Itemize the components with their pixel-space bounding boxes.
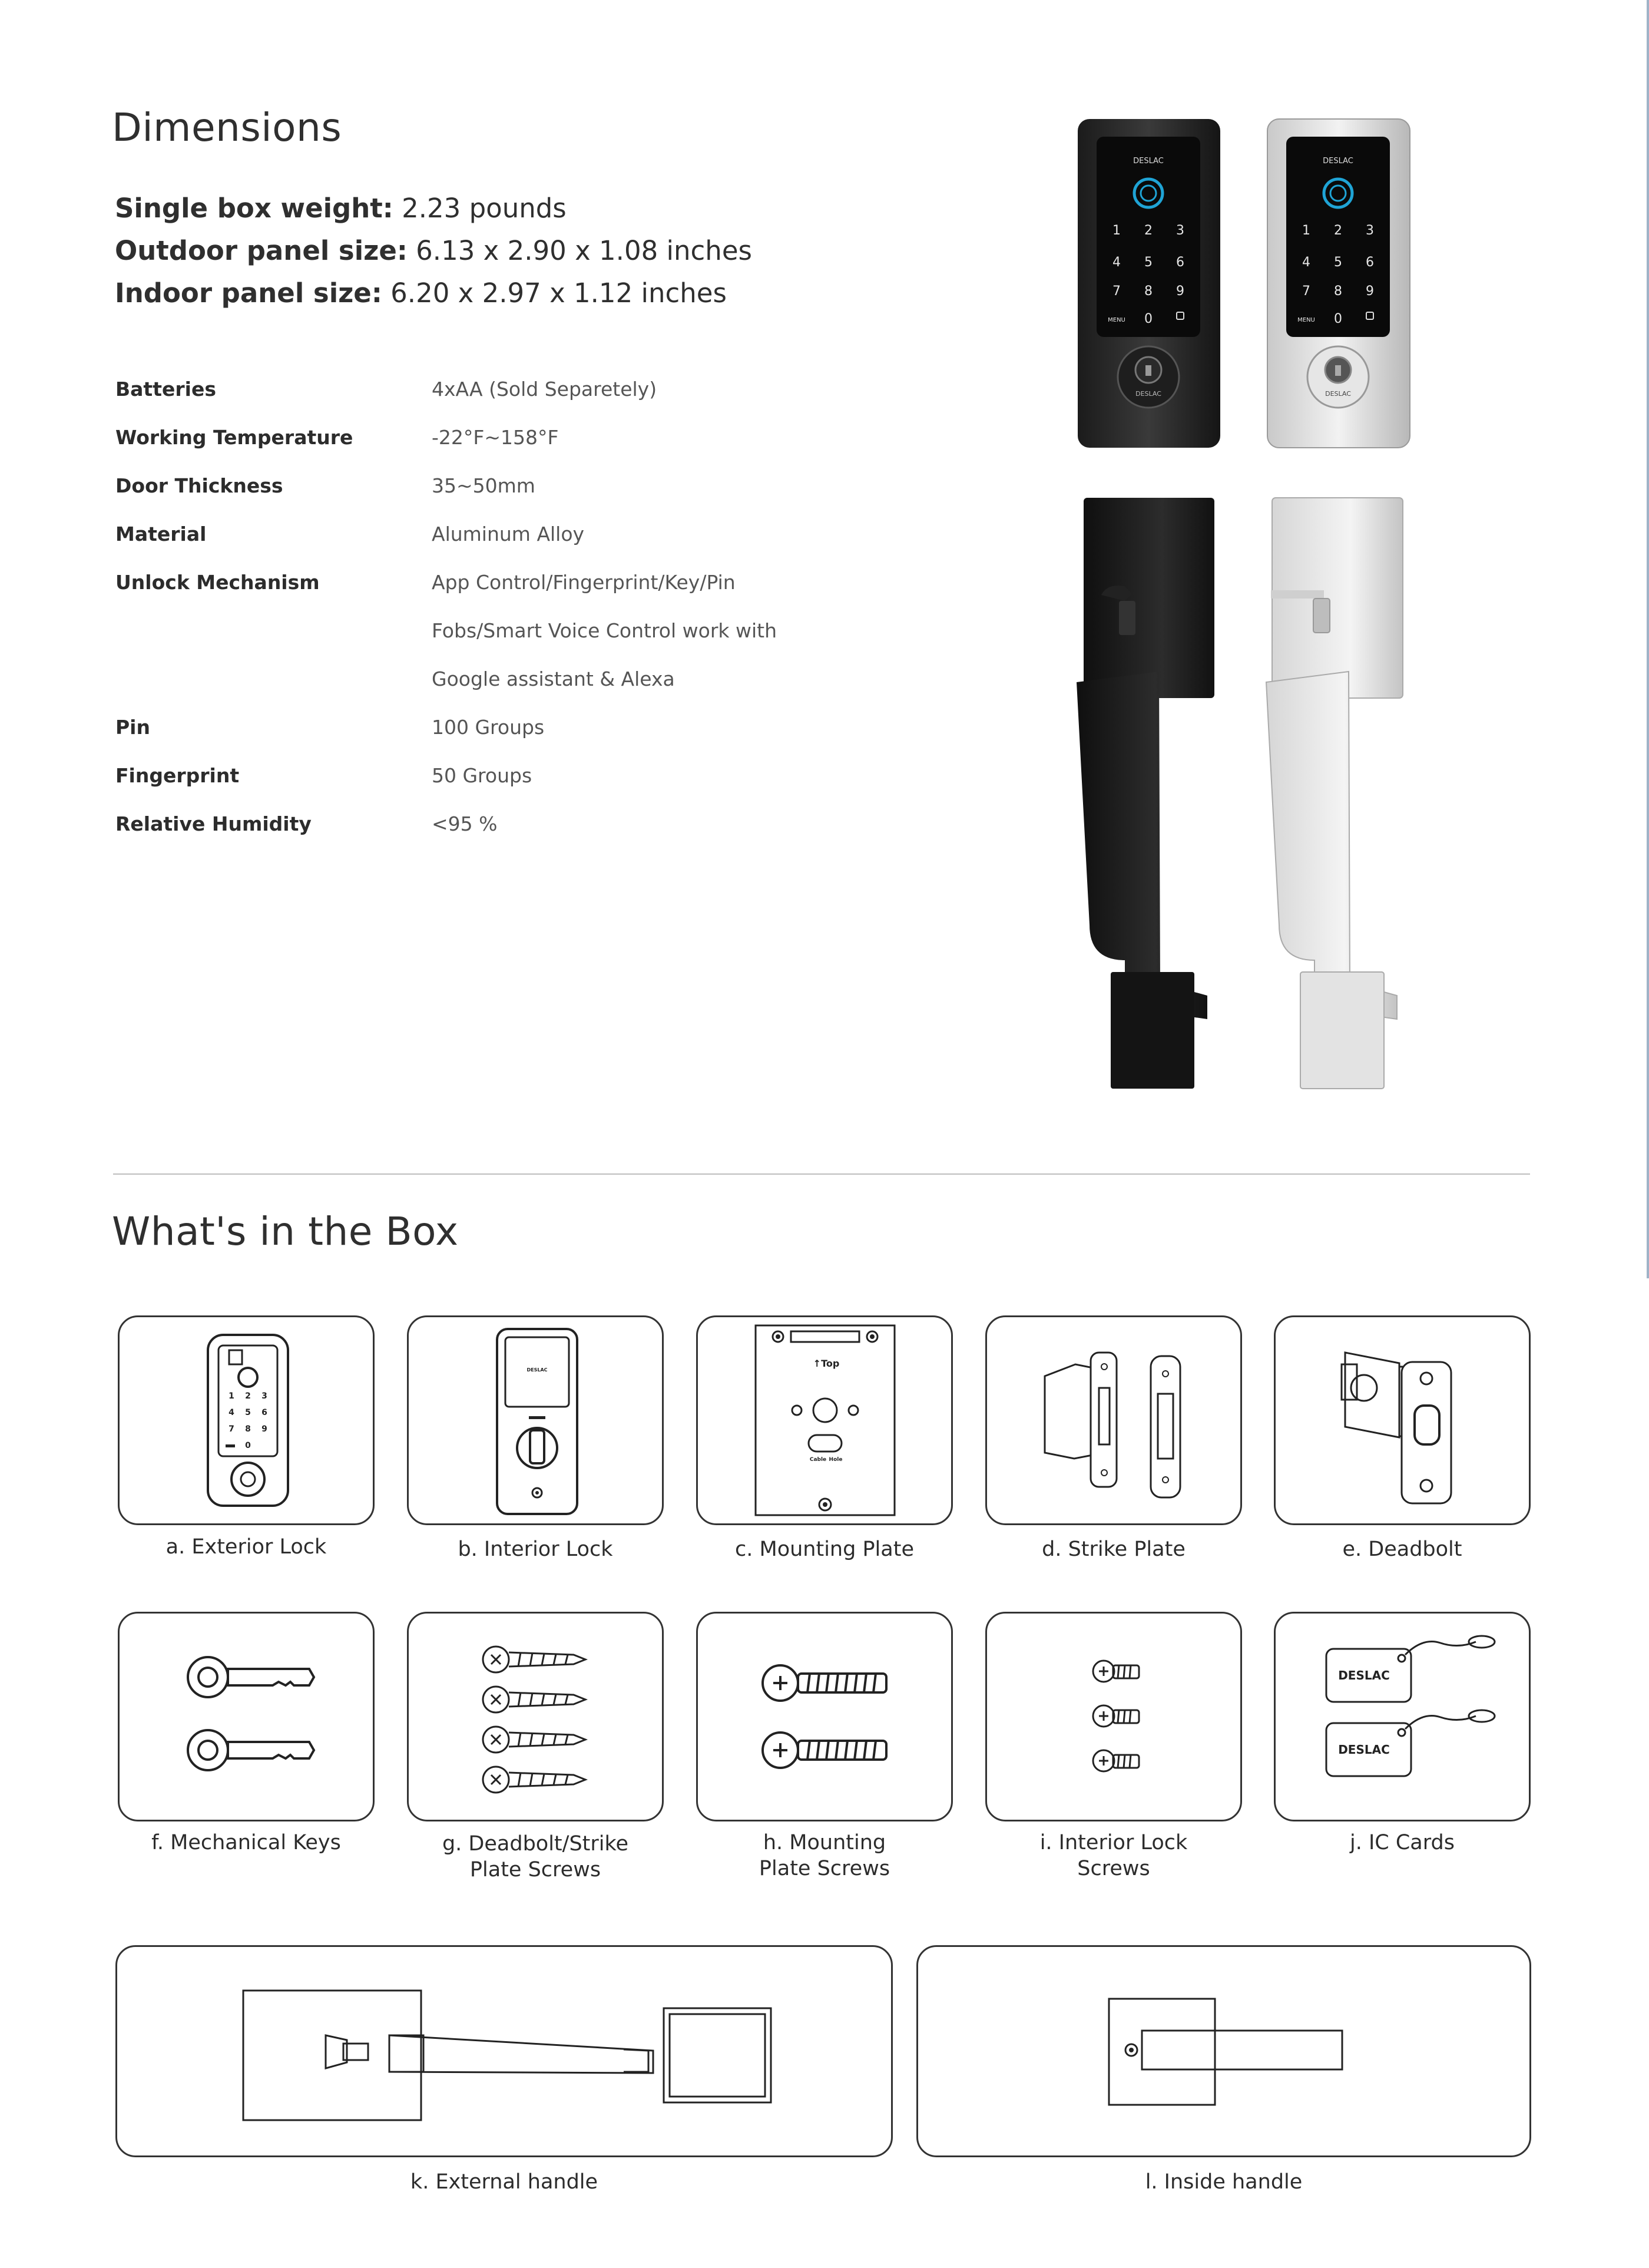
caption-line: h. Mounting — [763, 1831, 886, 1854]
item-box-external-handle — [115, 1945, 893, 2157]
silver-handleset — [1266, 498, 1403, 1089]
box-heading: What's in the Box — [112, 1209, 459, 1254]
summary-label: Indoor panel size: — [115, 277, 382, 309]
spec-label: Batteries — [115, 378, 216, 401]
caption-i — [985, 1830, 1242, 1882]
item-box-ic-cards — [1274, 1612, 1531, 1821]
strike-plate-icon — [987, 1317, 1240, 1523]
keypad-key: 0 — [1144, 312, 1153, 326]
keypad-key: 7 — [1112, 284, 1121, 299]
keypad-key: 2 — [1334, 223, 1342, 238]
svg-text:0: 0 — [245, 1441, 251, 1450]
spec-label: Material — [115, 523, 207, 545]
svg-text:1: 1 — [229, 1391, 234, 1401]
spec-value: App Control/Fingerprint/Key/Pin — [432, 571, 736, 594]
small-screws-icon — [987, 1614, 1240, 1820]
keypad-key: 0 — [1334, 312, 1342, 326]
hole-label: Hole — [829, 1457, 843, 1463]
summary-value: 6.13 x 2.90 x 1.08 inches — [407, 235, 752, 266]
svg-text:9: 9 — [261, 1424, 267, 1434]
spec-value: 50 Groups — [432, 764, 532, 787]
exterior-lock-icon — [120, 1317, 373, 1523]
item-box-exterior-lock — [118, 1315, 375, 1525]
black-handleset — [1077, 498, 1214, 1089]
caption-h — [696, 1830, 953, 1882]
page-edge-line — [1647, 0, 1649, 1278]
svg-text:5: 5 — [245, 1408, 251, 1417]
black-keypad-lock — [1078, 119, 1220, 448]
spec-value: 35~50mm — [432, 474, 535, 497]
item-box-deadbolt — [1274, 1315, 1531, 1525]
spec-label: Door Thickness — [115, 474, 283, 497]
item-box-interior-lock — [407, 1315, 664, 1525]
keypad-key: 4 — [1112, 255, 1121, 270]
keypad-key: 1 — [1112, 223, 1121, 238]
keypad-key: 9 — [1176, 284, 1184, 299]
interior-lock-icon — [409, 1317, 662, 1523]
spec-value: 100 Groups — [432, 716, 545, 739]
machine-screws-icon — [698, 1614, 951, 1820]
mounting-plate-icon — [698, 1317, 951, 1523]
keypad-key: 8 — [1334, 284, 1342, 299]
brand-label: DESLAC — [1133, 157, 1164, 166]
keypad-key: 3 — [1176, 223, 1184, 238]
spec-value: Fobs/Smart Voice Control work with — [432, 619, 777, 642]
svg-text:↑Top: ↑Top — [813, 1358, 840, 1369]
dimensions-heading: Dimensions — [112, 105, 342, 150]
keypad-key: 6 — [1366, 255, 1374, 270]
item-box-strike-plate — [985, 1315, 1242, 1525]
keypad-key: 5 — [1144, 255, 1153, 270]
spec-value: 4xAA (Sold Separetely) — [432, 378, 657, 401]
caption-line: g. Deadbolt/Strike — [442, 1832, 629, 1856]
keypad-key: 9 — [1366, 284, 1374, 299]
brand-label: DESLAC — [1325, 390, 1351, 398]
product-photos — [1066, 112, 1461, 1102]
keypad-key: 6 — [1176, 255, 1184, 270]
inside-handle-icon — [918, 1947, 1529, 2155]
caption-line: Screws — [1077, 1857, 1150, 1880]
spec-value: Aluminum Alloy — [432, 523, 585, 545]
cable-label: Cable — [809, 1457, 827, 1463]
spec-label: Relative Humidity — [115, 812, 312, 835]
summary-label: Outdoor panel size: — [115, 235, 408, 266]
caption-l: l. Inside handle — [1145, 2170, 1303, 2194]
caption-line: Plate Screws — [759, 1857, 890, 1880]
brand-label: DESLAC — [1135, 390, 1161, 398]
brand-label: DESLAC — [527, 1367, 548, 1373]
silver-keypad-lock — [1267, 119, 1410, 448]
keypad-key: MENU — [1108, 317, 1125, 323]
item-box-inside-handle — [916, 1945, 1531, 2157]
external-handle-icon — [117, 1947, 891, 2155]
caption-f: f. Mechanical Keys — [151, 1831, 341, 1854]
keypad-key: MENU — [1297, 317, 1315, 323]
top-label: Top — [821, 1358, 840, 1369]
summary-outdoor-size — [115, 230, 752, 272]
spec-label: Unlock Mechanism — [115, 571, 320, 594]
item-box-mechanical-keys — [118, 1612, 375, 1821]
svg-text:7: 7 — [229, 1424, 234, 1434]
caption-a: a. Exterior Lock — [165, 1535, 327, 1559]
brand-label: DESLAC — [1323, 157, 1353, 166]
summary-label: Single box weight: — [115, 193, 393, 224]
caption-c: c. Mounting Plate — [735, 1538, 914, 1561]
svg-text:3: 3 — [261, 1391, 267, 1401]
caption-line: Plate Screws — [469, 1858, 601, 1882]
caption-j: j. IC Cards — [1350, 1831, 1455, 1854]
spec-label: Working Temperature — [115, 426, 353, 449]
keypad-key: 8 — [1144, 284, 1153, 299]
keypad-key: 5 — [1334, 255, 1342, 270]
caption-g — [407, 1831, 664, 1883]
keypad-key: 2 — [1144, 223, 1153, 238]
spec-value: -22°F~158°F — [432, 426, 559, 449]
card-brand-label: DESLAC — [1338, 1668, 1390, 1682]
item-box-deadbolt-screws — [407, 1612, 664, 1821]
spec-value: Google assistant & Alexa — [432, 667, 675, 690]
item-box-mounting-plate — [696, 1315, 953, 1525]
caption-k: k. External handle — [410, 2170, 598, 2194]
caption-b: b. Interior Lock — [458, 1538, 613, 1561]
svg-text:4: 4 — [229, 1408, 234, 1417]
svg-text:2: 2 — [245, 1391, 251, 1401]
spec-value: <95 % — [432, 812, 498, 835]
ic-cards-icon — [1276, 1614, 1529, 1820]
caption-e: e. Deadbolt — [1342, 1538, 1462, 1561]
summary-value: 6.20 x 2.97 x 1.12 inches — [382, 277, 727, 309]
svg-text:8: 8 — [245, 1424, 251, 1434]
keypad-key: 7 — [1302, 284, 1310, 299]
keypad-key: 4 — [1302, 255, 1310, 270]
summary-value: 2.23 pounds — [393, 193, 567, 224]
card-brand-label: DESLAC — [1338, 1743, 1390, 1757]
summary-weight — [115, 187, 567, 230]
keypad-key: 1 — [1302, 223, 1310, 238]
section-divider — [113, 1173, 1530, 1175]
caption-d: d. Strike Plate — [1042, 1538, 1186, 1561]
deadbolt-icon — [1276, 1317, 1529, 1523]
caption-line: i. Interior Lock — [1039, 1831, 1188, 1854]
item-box-interior-screws — [985, 1612, 1242, 1821]
keypad-key: 3 — [1366, 223, 1374, 238]
item-box-mounting-screws — [696, 1612, 953, 1821]
summary-indoor-size — [115, 272, 727, 315]
svg-text:6: 6 — [261, 1408, 267, 1417]
keys-icon — [120, 1614, 373, 1820]
wood-screws-icon — [409, 1614, 662, 1820]
spec-label: Fingerprint — [115, 764, 240, 787]
spec-label: Pin — [115, 716, 150, 739]
